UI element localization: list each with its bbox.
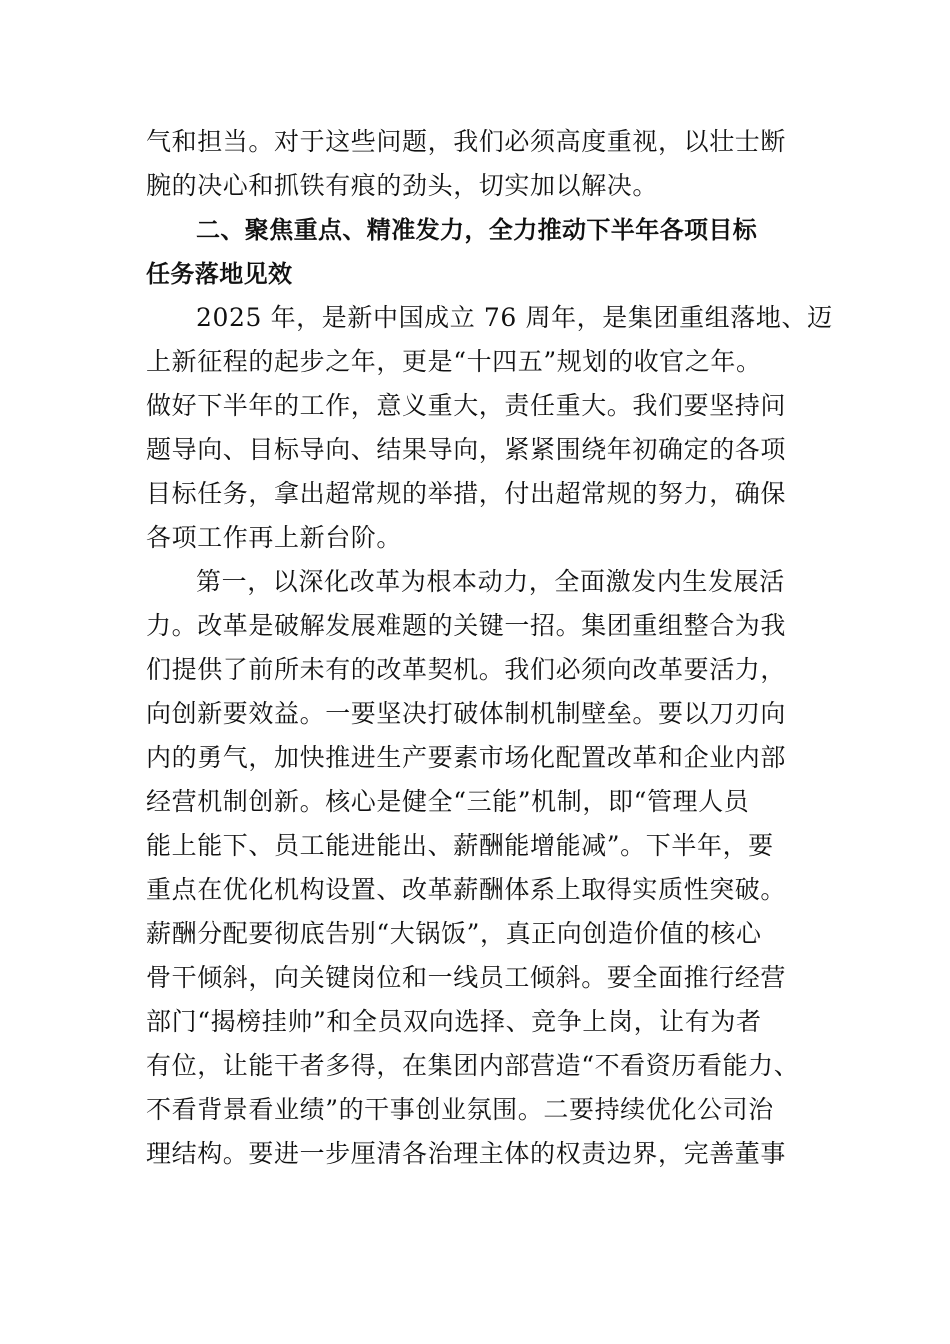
text-line-16: 经营机制创新。核心是健全“三能”机制，即“管理人员: [146, 787, 750, 816]
text-line-23: 不看背景看业绩”的干事创业氛围。二要持续优化公司治: [146, 1095, 774, 1124]
text-line-13: 们提供了前所未有的改革契机。我们必须向改革要活力，: [146, 655, 787, 684]
text-line-17: 能上能下、员工能进能出、薪酬能增能减”。下半年，要: [146, 831, 774, 860]
text-line-10: 各项工作再上新台阶。: [146, 523, 403, 552]
text-line-21: 部门“揭榜挂帅”和全员双向选择、竞争上岗，让有为者: [146, 1007, 762, 1036]
text-line-1: 气和担当。对于这些问题，我们必须高度重视，以壮士断: [146, 127, 787, 156]
section-heading-line-2: 任务落地见效: [146, 260, 293, 288]
text-line-18: 重点在优化机构设置、改革薪酬体系上取得实质性突破。: [146, 875, 787, 904]
text-line-15: 内的勇气，加快推进生产要素市场化配置改革和企业内部: [146, 743, 787, 772]
text-line-20: 骨干倾斜，向关键岗位和一线员工倾斜。要全面推行经营: [146, 963, 787, 992]
text-line-9: 目标任务，拿出超常规的举措，付出超常规的努力，确保: [146, 479, 787, 508]
section-heading-line-1: 二、聚焦重点、精准发力，全力推动下半年各项目标: [196, 216, 758, 244]
text-line-8: 题导向、目标导向、结果导向，紧紧围绕年初确定的各项: [146, 435, 787, 464]
text-line-24: 理结构。要进一步厘清各治理主体的权责边界，完善董事: [146, 1139, 787, 1168]
text-line-11: 第一，以深化改革为根本动力，全面激发内生发展活: [196, 567, 785, 596]
text-line-22: 有位，让能干者多得，在集团内部营造“不看资历看能力、: [146, 1051, 800, 1080]
text-line-2: 腕的决心和抓铁有痕的劲头，切实加以解决。: [146, 171, 659, 200]
text-line-12: 力。改革是破解发展难题的关键一招。集团重组整合为我: [146, 611, 787, 640]
text-line-5: 2025 年，是新中国成立 76 周年，是集团重组落地、迈: [196, 303, 833, 332]
text-line-19: 薪酬分配要彻底告别“大锅饭”，真正向创造价值的核心: [146, 919, 762, 948]
text-line-14: 向创新要效益。一要坚决打破体制机制壁垒。要以刀刃向: [146, 699, 787, 728]
text-line-6: 上新征程的起步之年，更是“十四五”规划的收官之年。: [146, 347, 762, 376]
text-line-7: 做好下半年的工作，意义重大，责任重大。我们要坚持问: [146, 391, 787, 420]
